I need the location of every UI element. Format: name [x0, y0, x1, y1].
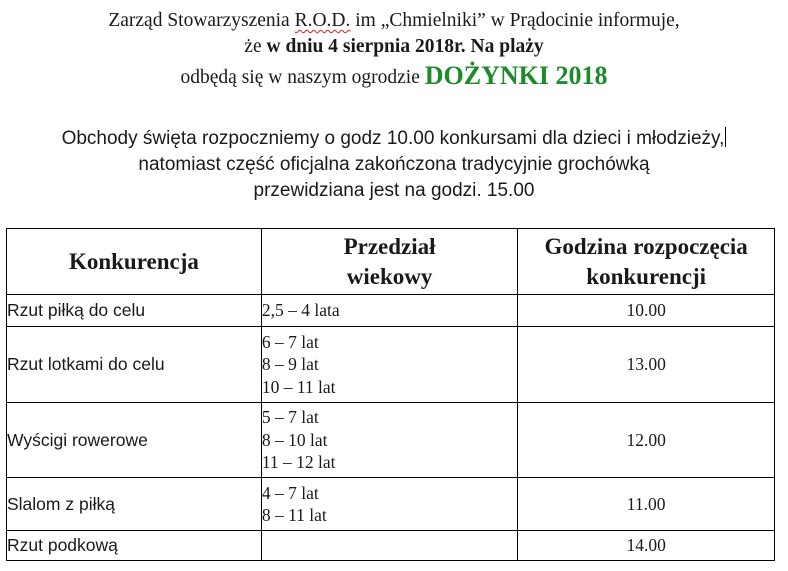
header-age-line-2: wiekowy [346, 263, 433, 289]
age-range: 8 – 9 lat [261, 354, 319, 375]
header-line-1-start: Zarząd Stowarzyszenia [108, 10, 295, 31]
age-range: 6 – 7 lat [261, 331, 319, 352]
event-date: w dniu 4 sierpnia 2018r. Na plaży [266, 36, 544, 57]
header-age-range [261, 229, 517, 295]
table-row [7, 531, 775, 561]
table-row [7, 327, 775, 403]
header-line-3-start: odbędą się w naszym ogrodzie [180, 67, 425, 88]
age-range-cell [261, 327, 517, 403]
age-range: 11 – 12 lat [261, 452, 336, 473]
header-time-line-2: konkurencji [586, 263, 706, 289]
table-header-row [7, 229, 775, 295]
intro-line-1 [0, 126, 788, 152]
header-line-1-end: im „Chmielniki” w Prądocinie informuje, [350, 10, 680, 31]
age-range: 10 – 11 lat [261, 376, 336, 397]
announcement-header [0, 8, 788, 92]
table-row [7, 478, 775, 531]
header-age-line-1: Przedział [343, 233, 436, 259]
header-line-2-start: że [244, 36, 267, 57]
age-range-cell [261, 531, 517, 561]
age-range-cell [261, 295, 517, 327]
intro-paragraph [0, 126, 788, 204]
competition-name: Rzut lotkami do celu [7, 327, 262, 403]
header-start-time [518, 229, 775, 295]
rod-abbreviation: R.O.D. [294, 10, 351, 31]
age-range-cell [261, 403, 517, 478]
header-competition: Konkurencja [7, 229, 262, 295]
competitions-table [6, 228, 775, 561]
header-time-line-1: Godzina rozpoczęcia [544, 233, 748, 259]
text-cursor [725, 127, 726, 147]
table-row [7, 403, 775, 478]
age-range-cell [261, 478, 517, 531]
intro-line-3: przewidziana jest na godzi. 15.00 [253, 180, 535, 201]
start-time: 12.00 [518, 403, 775, 478]
age-range: 8 – 11 lat [261, 505, 327, 525]
start-time: 14.00 [518, 531, 775, 561]
start-time: 10.00 [518, 295, 775, 327]
competition-name: Rzut piłką do celu [7, 295, 262, 327]
competition-name: Rzut podkową [7, 531, 262, 561]
age-range: 8 – 10 lat [261, 429, 328, 450]
header-line-2 [0, 34, 788, 60]
intro-line-2: natomiast część oficjalna zakończona tradycyjnie grochówką [138, 154, 650, 175]
competition-name: Wyścigi rowerowe [7, 403, 262, 478]
intro-line-1-text: Obchody święta rozpoczniemy o godz 10.00 konkursami dla dzieci i młodzieży, [61, 128, 725, 149]
age-range: 4 – 7 lat [261, 482, 319, 503]
start-time: 11.00 [518, 478, 775, 531]
start-time: 13.00 [518, 327, 775, 403]
header-line-3 [0, 60, 788, 92]
competition-name: Slalom z piłką [7, 478, 262, 531]
age-range: 2,5 – 4 lata [261, 300, 340, 321]
header-line-1 [0, 8, 788, 34]
event-title: DOŻYNKI 2018 [424, 61, 608, 90]
age-range: 5 – 7 lat [261, 407, 319, 428]
table-row [7, 295, 775, 327]
